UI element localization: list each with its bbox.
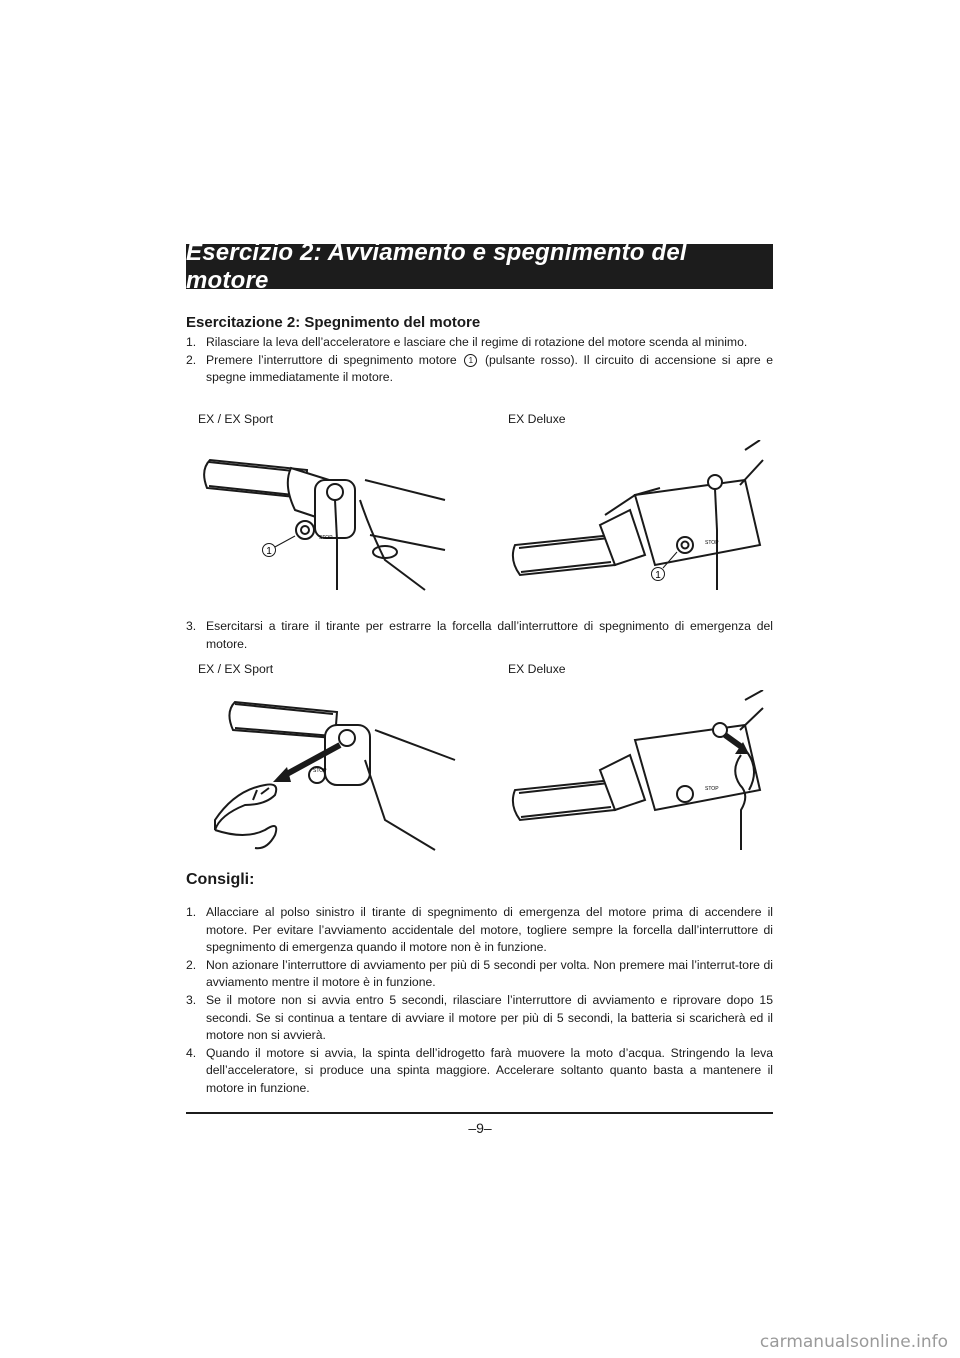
chapter-header xyxy=(186,238,773,294)
step-item: 1. Rilasciare la leva dell’acceleratore e lasciare che il regime di rotazione del motore scenda al minimo. xyxy=(186,335,748,349)
section-title: Esercitazione 2: Spegnimento del motore xyxy=(186,314,481,331)
chapter-title: Esercizio 2: Avviamento e spegnimento del motore xyxy=(186,238,687,294)
tip-item: 3. Se il motore non si avvia entro 5 secondi, rilasciare l’interruttore di avviamento e riprovare dopo 15 secondi. Se si continua a tentare di avviare il motore per più di 5 secondi, la batteria si scaricherà ed il motore non si avvierà. xyxy=(186,992,773,1043)
figure-caption-right: EX Deluxe xyxy=(508,662,566,676)
watermark: carmanualsonline.info xyxy=(759,1332,948,1352)
figure-caption-left: EX / EX Sport xyxy=(198,412,274,426)
lanyard-pull-illustration-ex xyxy=(205,690,460,855)
tip-item: 1. Allacciare al polso sinistro il tirante di spegnimento di emergenza del motore prima di accendere il motore. Per evitare l’avviamento accidentale del motore, togliere sempre la forcella dall’interruttore di spegnimento di emergenza quando il motore non è in funzione. xyxy=(186,905,773,955)
tip-item: 4. Quando il motore si avvia, la spinta dell’idrogetto farà muovere la moto d’acqua. Stringendo la leva dell’acceleratore, si produce una spinta maggiore. Accelerare soltanto quanto basta a mantenere il motore in funzione. xyxy=(186,1045,773,1095)
tips-title: Consigli: xyxy=(186,871,255,888)
callout-marker: 1 xyxy=(464,354,477,367)
callout-number: 1 xyxy=(655,570,661,581)
handlebar-stop-illustration-deluxe xyxy=(505,440,770,600)
handlebar-stop-illustration-ex xyxy=(195,440,455,600)
tips-list xyxy=(186,904,773,1098)
stop-label: STOP xyxy=(313,768,327,774)
steps-list xyxy=(186,334,773,387)
stop-label: STOP xyxy=(319,535,333,541)
figure-caption-right: EX Deluxe xyxy=(508,412,566,426)
tip-item: 2. Non azionare l’interruttore di avviamento per più di 5 secondi per volta. Non premere mai l’interrut-tore di avviamento mentre il motore è in funzione. xyxy=(186,957,773,990)
stop-label: STOP xyxy=(705,786,719,792)
page-number: –9– xyxy=(468,1120,492,1136)
step-item: 2. Premere l’interruttore di spegnimento motore 1 (pulsante rosso). Il circuito di accensione si apre e spegne immediatamente il motore. xyxy=(186,352,773,385)
footer-divider xyxy=(186,1112,773,1114)
step-item: 3. Esercitarsi a tirare il tirante per estrarre la forcella dall’interruttore di spegnimento di emergenza del motore. xyxy=(186,619,773,651)
callout-number: 1 xyxy=(266,546,272,557)
lanyard-pull-illustration-deluxe xyxy=(505,690,770,855)
figure-caption-left: EX / EX Sport xyxy=(198,662,274,676)
steps-list-continued xyxy=(186,618,773,653)
stop-label: STOP xyxy=(705,540,719,546)
